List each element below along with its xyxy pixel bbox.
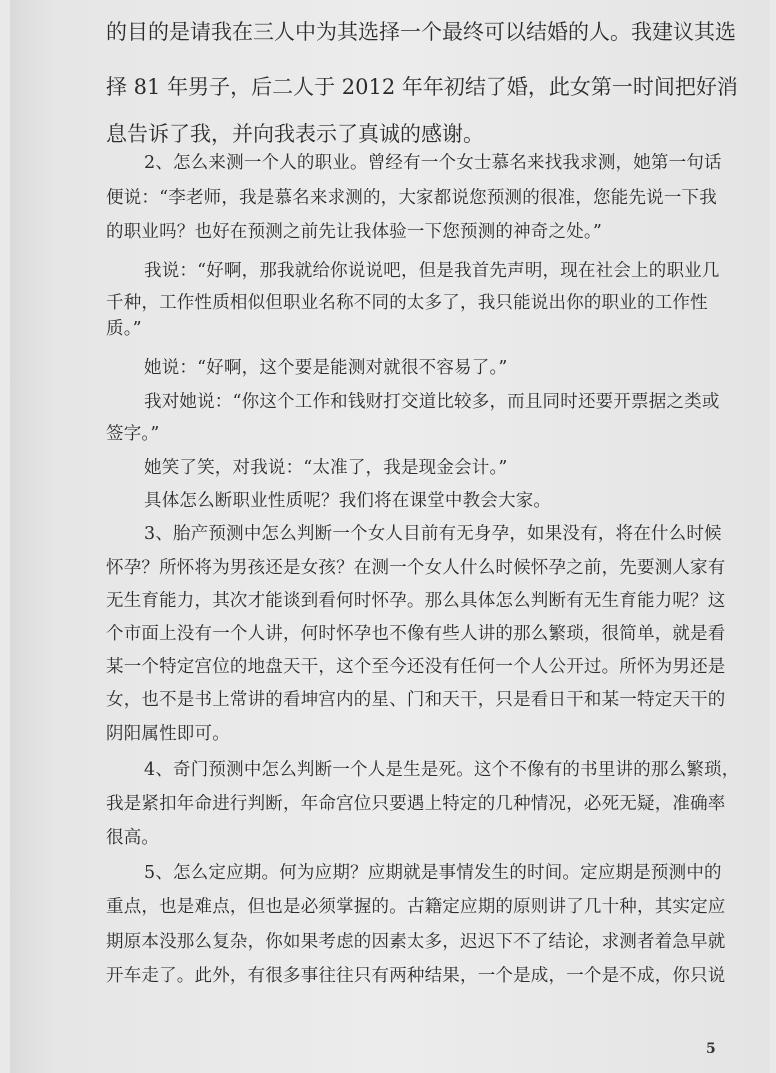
text-line: 我对她说：“你这个工作和钱财打交道比较多，而且同时还要开票据之类或	[144, 392, 720, 412]
text-line: 的目的是请我在三人中为其选择一个最终可以结婚的人。我建议其选	[106, 20, 736, 44]
text-line: 签字。”	[106, 424, 160, 444]
text-line: 无生育能力，其次才能谈到看何时怀孕。那么具体怎么判断有无生育能力呢？这	[106, 591, 726, 611]
text-line: 她笑了笑，对我说：“太准了，我是现金会计。”	[144, 458, 508, 478]
text-line: 某一个特定宫位的地盘天干，这个至今还没有任何一个人公开过。所怀为男还是	[106, 657, 726, 677]
text-line: 2、怎么来测一个人的职业。曾经有一个女士慕名来找我求测，她第一句话	[144, 153, 722, 173]
text-line: 便说：“李老师，我是慕名来求测的，大家都说您预测的很准，您能先说一下我	[106, 188, 717, 208]
text-line: 女，也不是书上常讲的看坤宫内的星、门和天干，只是看日干和某一特定天干的	[106, 690, 726, 710]
text-line: 具体怎么断职业性质呢？我们将在课堂中教会大家。	[144, 491, 552, 511]
text-line: 期原本没那么复杂，你如果考虑的因素太多，迟迟下不了结论，求测者着急早就	[106, 932, 726, 952]
text-line: 4、奇门预测中怎么判断一个人是生是死。这个不像有的书里讲的那么繁琐，	[144, 760, 740, 780]
text-line: 的职业吗？也好在预测之前先让我体验一下您预测的神奇之处。”	[106, 222, 602, 242]
text-line: 千种，工作性质相似但职业名称不同的太多了，我只能说出你的职业的工作性	[106, 293, 708, 313]
text-line: 很高。	[106, 828, 160, 848]
text-line: 5、怎么定应期。何为应期？应期就是事情发生的时间。定应期是预测中的	[144, 863, 722, 883]
text-line: 我是紧扣年命进行判断，年命宫位只要遇上特定的几种情况，必死无疑，准确率	[106, 794, 726, 814]
text-line: 息告诉了我，并向我表示了真诚的感谢。	[106, 122, 484, 146]
text-line: 个市面上没有一个人讲，何时怀孕也不像有些人讲的那么繁琐，很简单，就是看	[106, 624, 726, 644]
document-page	[10, 0, 770, 1073]
text-line: 3、胎产预测中怎么判断一个女人目前有无身孕，如果没有，将在什么时候	[144, 524, 722, 544]
text-line: 她说：“好啊，这个要是能测对就很不容易了。”	[144, 358, 508, 378]
text-line: 择 81 年男子，后二人于 2012 年年初结了婚，此女第一时间把好消	[106, 75, 738, 99]
text-line: 怀孕？所怀将为男孩还是女孩？在测一个女人什么时候怀孕之前，先要测人家有	[106, 558, 726, 578]
page-number: 5	[706, 1041, 716, 1057]
text-line: 开车走了。此外，有很多事往往只有两种结果，一个是成，一个是不成，你只说	[106, 966, 726, 986]
text-line: 质。”	[106, 319, 142, 339]
text-line: 我说：“好啊，那我就给你说说吧，但是我首先声明，现在社会上的职业几	[144, 261, 720, 281]
text-line: 重点，也是难点，但也是必须掌握的。古籍定应期的原则讲了几十种，其实定应	[106, 897, 726, 917]
text-line: 阴阳属性即可。	[106, 724, 230, 744]
